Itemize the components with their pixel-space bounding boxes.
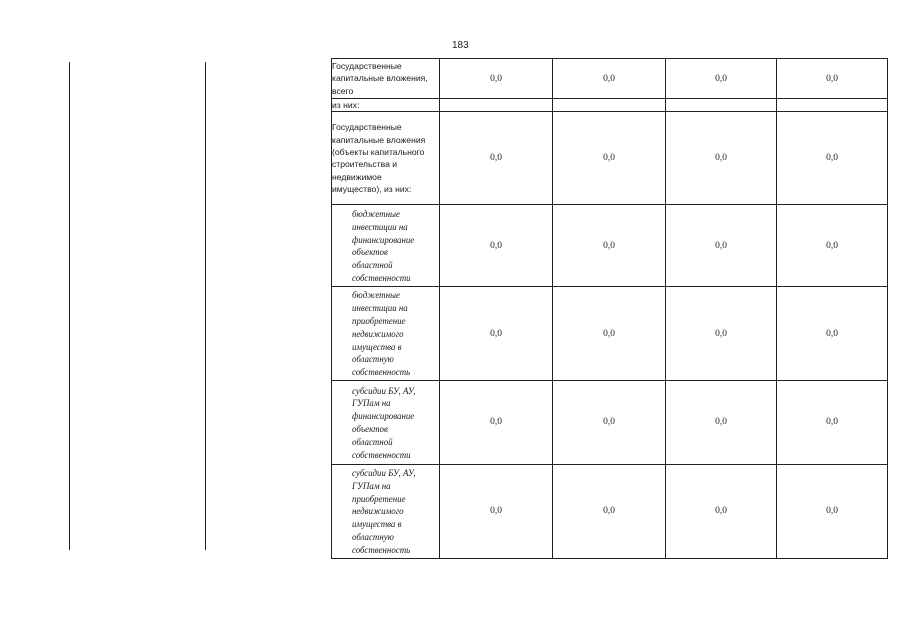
cell-value: 0,0 [553,380,666,464]
page-number: 183 [452,40,469,51]
cell-value: 0,0 [553,287,666,381]
table-row [332,380,888,464]
table-row [332,112,888,205]
cell-value: 0,0 [440,380,553,464]
row-label: из них: [332,99,440,112]
cell-value: 0,0 [777,205,888,287]
row-label: Государственные капитальные вложения (объекты капитального строительства и недвижимое имущество), из них: [332,112,440,205]
cell-value [666,99,777,112]
row-label: субсидии БУ, АУ, ГУПам на финансирование объектов областной собственности [332,380,440,464]
table-row [332,59,888,99]
cell-value: 0,0 [666,205,777,287]
cell-value [777,99,888,112]
cell-value [440,99,553,112]
cell-value: 0,0 [666,380,777,464]
table-row [332,205,888,287]
table-row [332,99,888,112]
row-label: бюджетные инвестиции на финансирование объектов областной собственности [332,205,440,287]
cell-value: 0,0 [666,112,777,205]
left-column-rule [205,62,206,550]
row-label: субсидии БУ, АУ, ГУПам на приобретение недвижимого имущества в областную собственность [332,464,440,558]
cell-value: 0,0 [440,464,553,558]
cell-value: 0,0 [440,59,553,99]
cell-value: 0,0 [777,112,888,205]
cell-value: 0,0 [440,205,553,287]
cell-value: 0,0 [440,112,553,205]
cell-value: 0,0 [777,464,888,558]
cell-value: 0,0 [777,59,888,99]
cell-value: 0,0 [777,287,888,381]
cell-value: 0,0 [666,59,777,99]
cell-value: 0,0 [666,287,777,381]
table-row [332,464,888,558]
left-margin-rule [69,62,70,550]
cell-value: 0,0 [553,205,666,287]
cell-value: 0,0 [553,112,666,205]
cell-value: 0,0 [553,464,666,558]
cell-value: 0,0 [553,59,666,99]
row-label: Государственные капитальные вложения, всего [332,59,440,99]
cell-value: 0,0 [440,287,553,381]
cell-value: 0,0 [777,380,888,464]
cell-value: 0,0 [666,464,777,558]
cell-value [553,99,666,112]
row-label: бюджетные инвестиции на приобретение недвижимого имущества в областную собственность [332,287,440,381]
capital-investments-table [331,58,888,559]
table-row [332,287,888,381]
